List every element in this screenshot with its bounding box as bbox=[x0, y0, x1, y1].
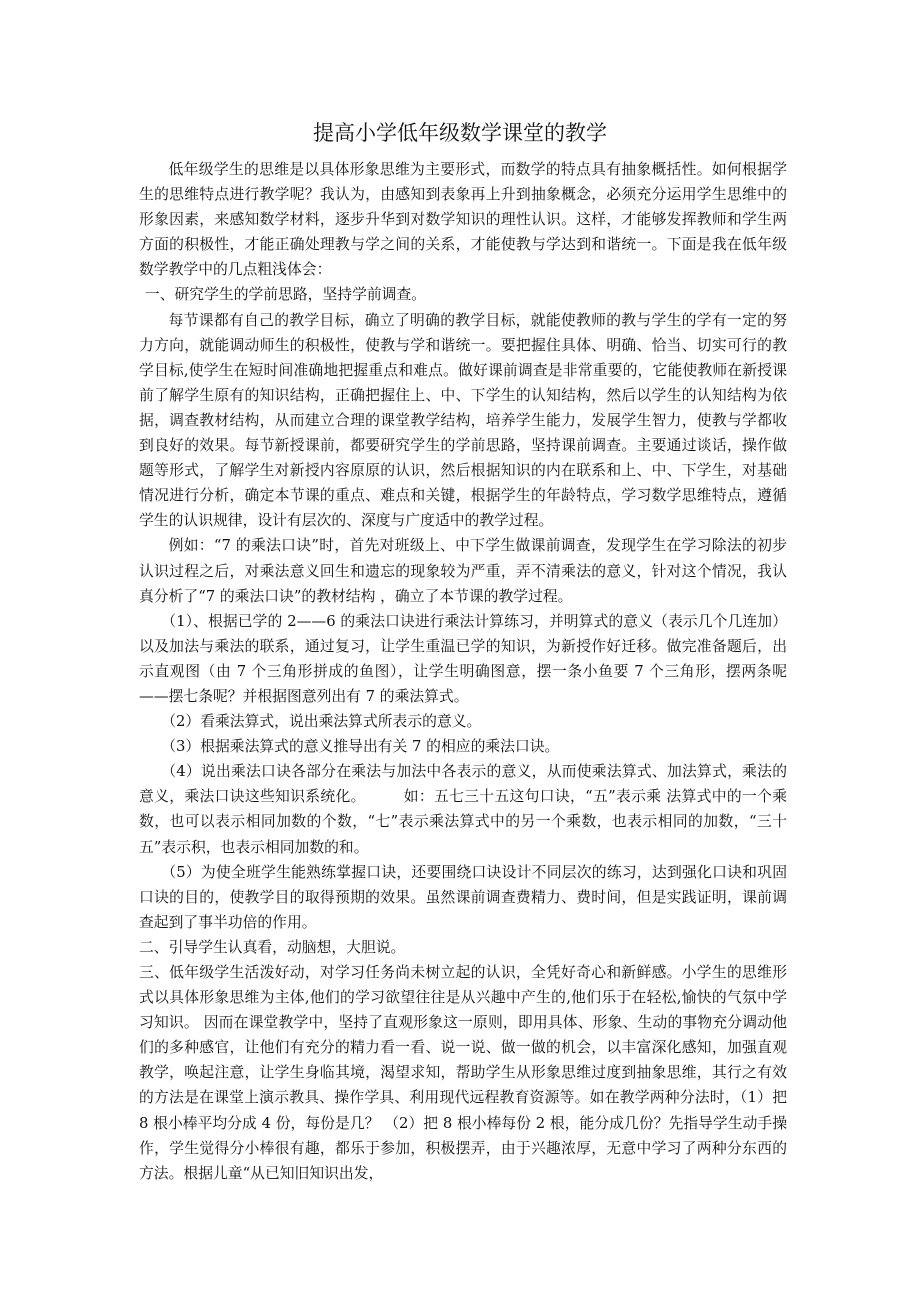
section-heading-3: 三、低年级学生活泼好动，对学习任务尚未树立起的认识，全凭好奇心和新鲜感。小学生的思维形式以具体形象思维为主体,他们的学习欲望往往是从兴趣中产生的,他们乐于在轻松,愉快的气氛中学习知识。 因而在课堂教学中，坚持了直观形象这一原则，即用具体、形象、生动的事物充分调动他们的多种感官，让他们有充分的精力看一看、说一说、做一做的机会，以丰富深化感知，加强直观教学，唤起注意，让学生身临其境，渴望求知，帮助学生从形象思维过度到抽象思维，其行之有效的方法是在课堂上演示教具、操作学具、利用现代远程教育资源等。如在教学两种分法时，（1）把 8 根小棒平均分成 4 份，每份是几？ （2）把 8 根小棒每份 2 根，能分成几份？先指导学生动手操作，学生觉得分小棒很有趣，都乐于参加，积极摆弄，由于兴趣浓厚，无意中学习了两种分东西的方法。根据儿童“从已知旧知识出发， bbox=[139, 964, 787, 1182]
paragraph-step-1: （1）、根据已学的 2——6 的乘法口诀进行乘法计算练习，并明算式的意义（表示几个几连加）以及加法与乘法的联系，通过复习，让学生重温已学的知识，为新授作好迁移。做完准备题后，出示直观图（由 7 个三角形拼成的鱼图），让学生明确图意，摆一条小鱼要 7 个三角形，摆两条呢——摆七条呢？并根据图意列出有 7 的乘法算式。 bbox=[139, 612, 787, 705]
paragraph-example: 例如：“7 的乘法口诀”时，首先对班级上、中下学生做课前调查，发现学生在学习除法的初步认识过程之后，对乘法意义回生和遗忘的现象较为严重，弄不清乘法的意义，针对这个情况，我认真分析了“7 的乘法口诀”的教材结构 ，确立了本节课的教学过程。 bbox=[139, 537, 787, 605]
section-heading-1: 一、研究学生的学前思路，坚持学前调查。 bbox=[144, 286, 427, 304]
document-body bbox=[139, 157, 787, 1186]
paragraph-step-4: （4）说出乘法口诀各部分在乘法与加法中各表示的意义，从而使乘法算式、加法算式，乘法的意义，乘法口诀这些知识系统化。 如：五七三十五这句口诀，“五”表示乘 法算式中的一个乘数，也可以表示相同加数的个数，“七”表示乘法算式中的另一个乘数，也表示相同的加数，“三十五”表示积，也表示相同加数的和。 bbox=[139, 763, 787, 856]
document-title: 提高小学低年级数学课堂的教学 bbox=[313, 121, 607, 145]
section-heading-2: 二、引导学生认真看，动脑想，大胆说。 bbox=[139, 938, 406, 956]
paragraph-teaching-goals: 每节课都有自己的教学目标，确立了明确的教学目标，就能使教师的教与学生的学有一定的努力方向，就能调动师生的积极性，使教与学和谐统一。要把握住具体、明确、恰当、切实可行的教学目标,使学生在短时间准确地把握重点和难点。做好课前调查是非常重要的，它能使教师在新授课前了解学生原有的知识结构，正确把握住上、中、下学生的认知结构，然后以学生的认知结构为依据，调查教材结构，从而建立合理的课堂教学结构，培养学生能力，发展学生智力，使教与学都收到良好的效果。每节新授课前，都要研究学生的学前思路，坚持课前调查。主要通过谈话，操作做题等形式，了解学生对新授内容原原的认识，然后根据知识的内在联系和上、中、下学生，对基础情况进行分析，确定本节课的重点、难点和关键，根据学生的年龄特点，学习数学思维特点，遵循学生的认识规律，设计有层次的、深度与广度适中的教学过程。 bbox=[139, 311, 787, 530]
paragraph-step-2: （2）看乘法算式，说出乘法算式所表示的意义。 bbox=[161, 713, 482, 731]
paragraph-intro: 低年级学生的思维是以具体形象思维为主要形式，而数学的特点具有抽象概括性。如何根据学生的思维特点进行教学呢？我认为，由感知到表象再上升到抽象概念，必须充分运用学生思维中的形象因素，来感知数学材料，逐步升华到对数学知识的理性认识。这样，才能够发挥教师和学生两方面的积极性，才能正确处理教与学之间的关系，才能使教与学达到和谐统一。下面是我在低年级数学教学中的几点粗浅体会： bbox=[139, 161, 787, 279]
paragraph-step-3: （3）根据乘法算式的意义推导出有关 7 的相应的乘法口诀。 bbox=[161, 738, 560, 756]
paragraph-step-5: （5）为使全班学生能熟练掌握口诀，还要围绕口诀设计不同层次的练习，达到强化口诀和巩固口诀的目的，使教学目的取得预期的效果。虽然课前调查费精力、费时间，但是实践证明，课前调查起到了事半功倍的作用。 bbox=[139, 863, 787, 931]
